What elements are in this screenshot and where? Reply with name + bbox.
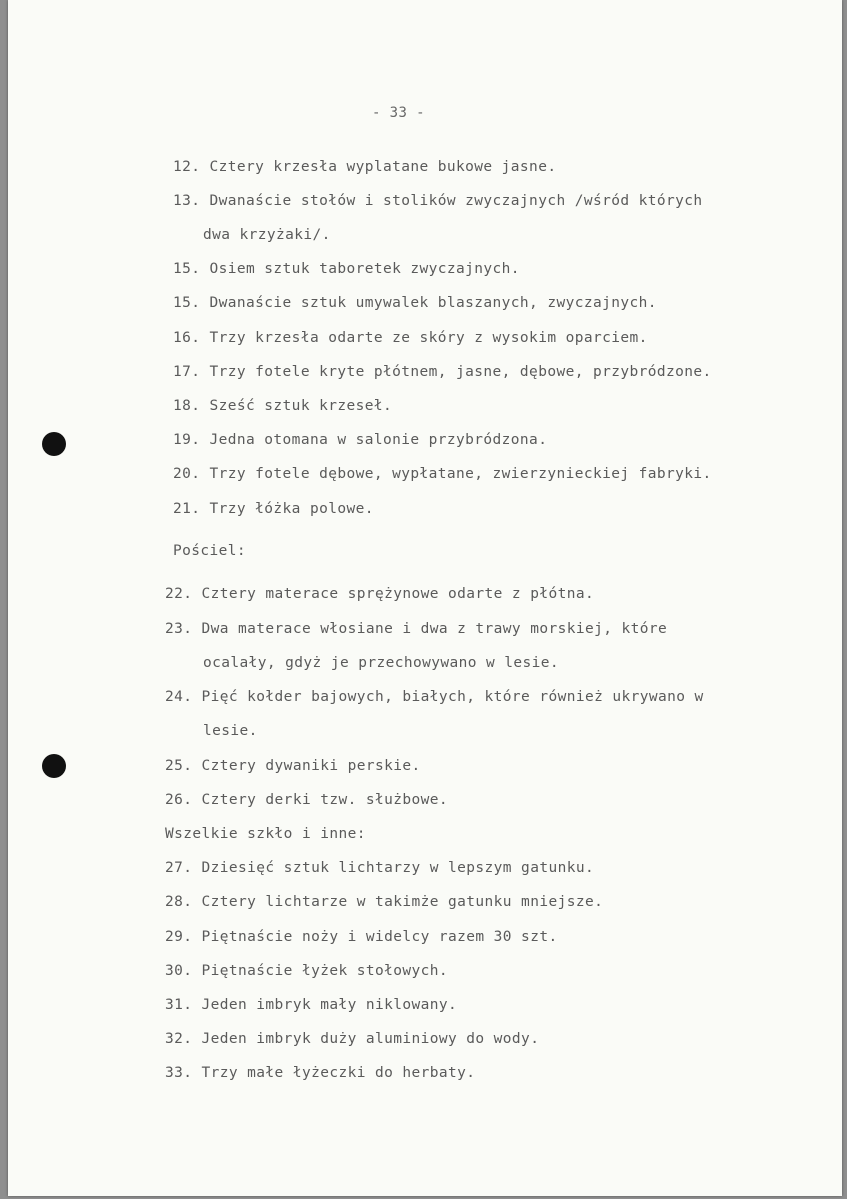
list-item: 28. Cztery lichtarze w takimże gatunku mniejsze. xyxy=(165,894,604,910)
list-item: 30. Piętnaście łyżek stołowych. xyxy=(165,963,449,979)
list-item: 25. Cztery dywaniki perskie. xyxy=(165,758,421,774)
list-item: 24. Pięć kołder bajowych, białych, które również ukrywano w xyxy=(165,689,704,705)
list-item: 21. Trzy łóżka polowe. xyxy=(173,501,374,517)
punch-hole xyxy=(42,432,66,456)
list-item: 33. Trzy małe łyżeczki do herbaty. xyxy=(165,1065,476,1081)
list-item: 16. Trzy krzesła odarte ze skóry z wysokim oparciem. xyxy=(173,330,648,346)
page-number: - 33 - xyxy=(372,105,425,121)
list-item: 12. Cztery krzesła wyplatane bukowe jasne. xyxy=(173,159,557,175)
list-item: 22. Cztery materace sprężynowe odarte z płótna. xyxy=(165,586,595,602)
list-item: 15. Osiem sztuk taboretek zwyczajnych. xyxy=(173,261,520,277)
list-item-continuation: lesie. xyxy=(203,723,258,739)
list-item-continuation: dwa krzyżaki/. xyxy=(203,227,331,243)
list-item: 13. Dwanaście stołów i stolików zwyczajnych /wśród których xyxy=(173,193,703,209)
list-item: 23. Dwa materace włosiane i dwa z trawy morskiej, które xyxy=(165,621,668,637)
list-item: 32. Jeden imbryk duży aluminiowy do wody. xyxy=(165,1031,540,1047)
section-heading: Pościel: xyxy=(173,543,247,559)
list-item: 19. Jedna otomana w salonie przybródzona. xyxy=(173,432,548,448)
list-item: 27. Dziesięć sztuk lichtarzy w lepszym gatunku. xyxy=(165,860,595,876)
list-item: 31. Jeden imbryk mały niklowany. xyxy=(165,997,458,1013)
punch-hole xyxy=(42,754,66,778)
list-item: 26. Cztery derki tzw. służbowe. xyxy=(165,792,449,808)
list-item: 15. Dwanaście sztuk umywalek blaszanych, zwyczajnych. xyxy=(173,295,657,311)
list-item: 18. Sześć sztuk krzeseł. xyxy=(173,398,393,414)
list-item: 29. Piętnaście noży i widelcy razem 30 szt. xyxy=(165,929,558,945)
section-heading: Wszelkie szkło i inne: xyxy=(165,826,366,842)
list-item: 17. Trzy fotele kryte płótnem, jasne, dębowe, przybródzone. xyxy=(173,364,712,380)
list-item: 20. Trzy fotele dębowe, wypłatane, zwierzynieckiej fabryki. xyxy=(173,466,712,482)
list-item-continuation: ocalały, gdyż je przechowywano w lesie. xyxy=(203,655,560,671)
document-page xyxy=(8,0,842,1196)
